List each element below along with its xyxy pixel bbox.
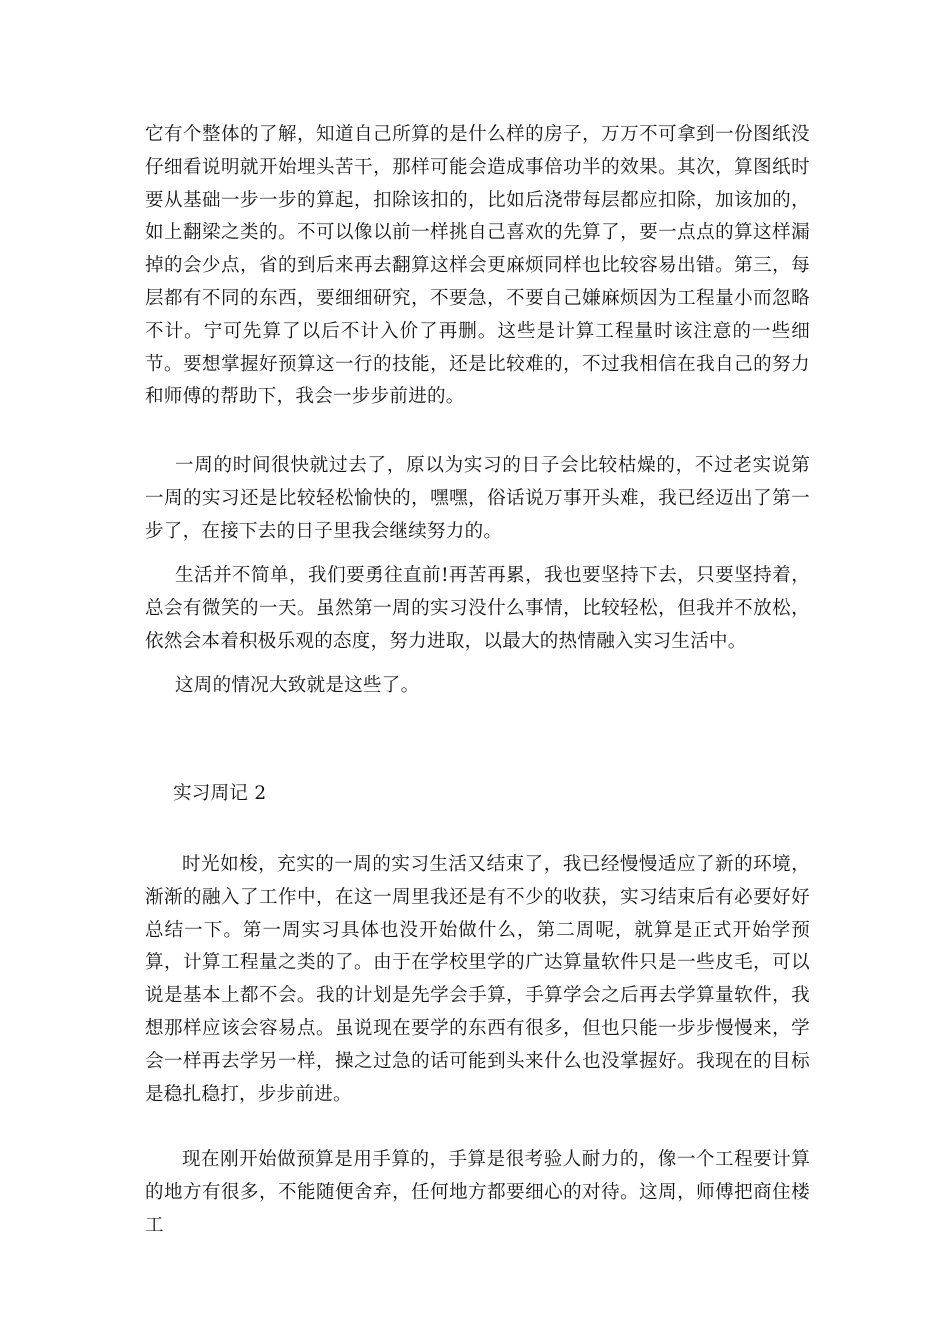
- paragraph-closing-line: [145, 670, 810, 703]
- paragraph-life-reflection: [145, 560, 810, 658]
- paragraph-first-week-summary: [145, 450, 810, 548]
- paragraph-continuation: [145, 119, 810, 414]
- section-heading: 实习周记 2: [173, 783, 267, 804]
- paragraph-text: 生活并不简单，我们要勇往直前!再苦再累，我也要坚持下去，只要坚持着，总会有微笑的一天。虽然第一周的实习没什么事情，比较轻松，但我并不放松，依然会本着积极乐观的态度，努力进取，以最大的热情融入实习生活中。: [145, 565, 810, 652]
- paragraph-text: 一周的时间很快就过去了，原以为实习的日子会比较枯燥的，不过老实说第一周的实习还是比较轻松愉快的，嘿嘿，俗话说万事开头难，我已经迈出了第一步了，在接下去的日子里我会继续努力的。: [145, 455, 810, 542]
- paragraph-text: 现在刚开始做预算是用手算的，手算是很考验人耐力的，像一个工程要计算的地方有很多，不能随便舍弃，任何地方都要细心的对待。这周，师傅把商住楼工: [145, 1149, 810, 1236]
- paragraph-manual-calculation: [145, 1144, 810, 1242]
- paragraph-second-week-intro: [145, 849, 810, 1111]
- paragraph-text: 时光如梭，充实的一周的实习生活又结束了，我已经慢慢适应了新的环境，渐渐的融入了工作中，在这一周里我还是有不少的收获，实习结束后有必要好好总结一下。第一周实习具体也没开始做什么，第二周呢，就算是正式开始学预算，计算工程量之类的了。由于在学校里学的广达算量软件只是一些皮毛，可以说是基本上都不会。我的计划是先学会手算，手算学会之后再去学算量软件，我想那样应该会容易点。虽说现在要学的东西有很多，但也只能一步步慢慢来，学会一样再去学另一样，操之过急的话可能到头来什么也没掌握好。我现在的目标是稳扎稳打，步步前进。: [145, 854, 810, 1105]
- paragraph-text: 它有个整体的了解，知道自己所算的是什么样的房子，万万不可拿到一份图纸没仔细看说明就开始埋头苦干，那样可能会造成事倍功半的效果。其次，算图纸时要从基础一步一步的算起，扣除该扣的，比如后浇带每层都应扣除，加该加的，如上翻梁之类的。不可以像以前一样挑自己喜欢的先算了，要一点点的算这样漏掉的会少点，省的到后来再去翻算这样会更麻烦同样也比较容易出错。第三，每层都有不同的东西，要细细研究，不要急，不要自己嫌麻烦因为工程量小而忽略不计。宁可先算了以后不计入价了再删。这些是计算工程量时该注意的一些细节。要想掌握好预算这一行的技能，还是比较难的，不过我相信在我自己的努力和师傅的帮助下，我会一步步前进的。: [145, 124, 810, 408]
- paragraph-text: 这周的情况大致就是这些了。: [175, 675, 420, 696]
